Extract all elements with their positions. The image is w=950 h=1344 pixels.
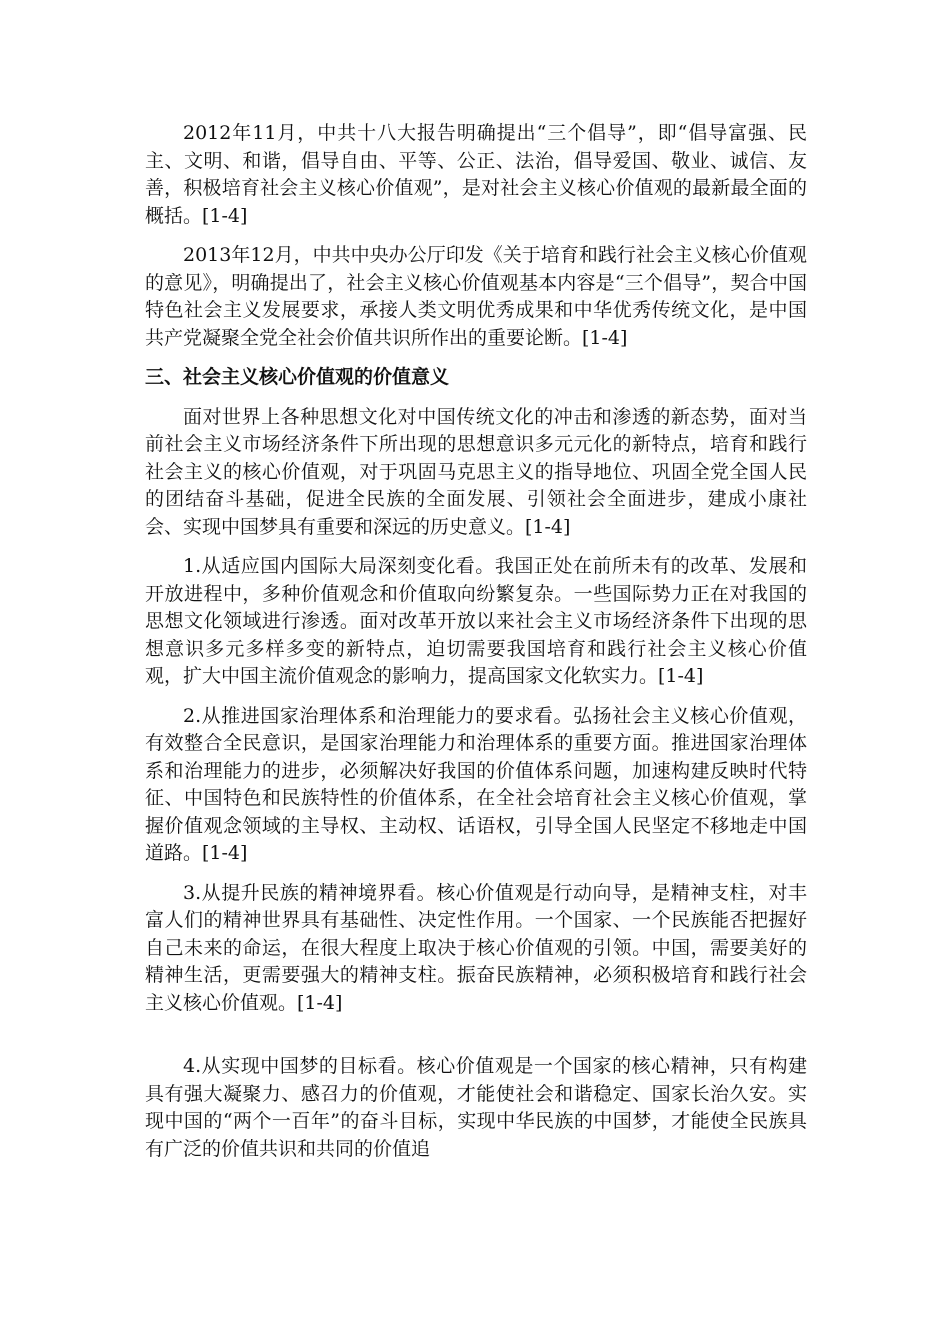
paragraph-intro: 面对世界上各种思想文化对中国传统文化的冲击和渗透的新态势，面对当前社会主义市场经济条件下所出现的思想意识多元元化的新特点，培育和践行社会主义的核心价值观，对于巩固马克思主义的指导地位、巩固全党全国人民的团结奋斗基础，促进全民族的全面发展、引领社会全面进步，建成小康社会、实现中国梦具有重要和深远的历史意义。[1-4] bbox=[145, 405, 807, 538]
blank-line bbox=[145, 1029, 807, 1053]
paragraph-point-4: 4.从实现中国梦的目标看。核心价值观是一个国家的核心精神，只有构建具有强大凝聚力、感召力的价值观，才能使社会和谐稳定、国家长治久安。实现中国的“两个一百年”的奋斗目标，实现中华民族的中国梦，才能使全民族具有广泛的价值共识和共同的价值追 bbox=[145, 1055, 807, 1160]
paragraph-point-1: 1.从适应国内国际大局深刻变化看。我国正处在前所未有的改革、发展和开放进程中，多种价值观念和价值取向纷繁复杂。一些国际势力正在对我国的思想文化领域进行渗透。面对改革开放以来社会主义市场经济条件下出现的思想意识多元多样多变的新特点，迫切需要我国培育和践行社会主义核心价值观，扩大中国主流价值观念的影响力，提高国家文化软实力。[1-4] bbox=[145, 555, 807, 687]
paragraph-2013-opinion: 2013年12月，中共中央办公厅印发《关于培育和践行社会主义核心价值观的意见》，明确提出了，社会主义核心价值观基本内容是“三个倡导”，契合中国特色社会主义发展要求，承接人类文明优秀成果和中华优秀传统文化，是中国共产党凝聚全党全社会价值共识所作出的重要论断。[1-4] bbox=[145, 244, 807, 349]
paragraph-point-3: 3.从提升民族的精神境界看。核心价值观是行动向导，是精神支柱，对丰富人们的精神世界具有基础性、决定性作用。一个国家、一个民族能否把握好自己未来的命运，在很大程度上取决于核心价值观的引领。中国，需要美好的精神生活，更需要强大的精神支柱。振奋民族精神，必须积极培育和践行社会主义核心价值观。[1-4] bbox=[145, 881, 807, 1014]
section-heading: 三、社会主义核心价值观的价值意义 bbox=[145, 366, 450, 388]
paragraph-2012-report: 2012年11月，中共十八大报告明确提出“三个倡导”，即“倡导富强、民主、文明、和谐，倡导自由、平等、公正、法治，倡导爱国、敬业、诚信、友善，积极培育社会主义核心价值观”，是对社会主义核心价值观的最新最全面的概括。[1-4] bbox=[145, 122, 807, 227]
paragraph-point-2: 2.从推进国家治理体系和治理能力的要求看。弘扬社会主义核心价值观，有效整合全民意识，是国家治理能力和治理体系的重要方面。推进国家治理体系和治理能力的进步，必须解决好我国的价值体系问题，加速构建反映时代特征、中国特色和民族特性的价值体系，在全社会培育社会主义核心价值观，掌握价值观念领域的主导权、主动权、话语权，引导全国人民坚定不移地走中国道路。[1-4] bbox=[145, 704, 807, 864]
document-body bbox=[145, 120, 807, 1175]
